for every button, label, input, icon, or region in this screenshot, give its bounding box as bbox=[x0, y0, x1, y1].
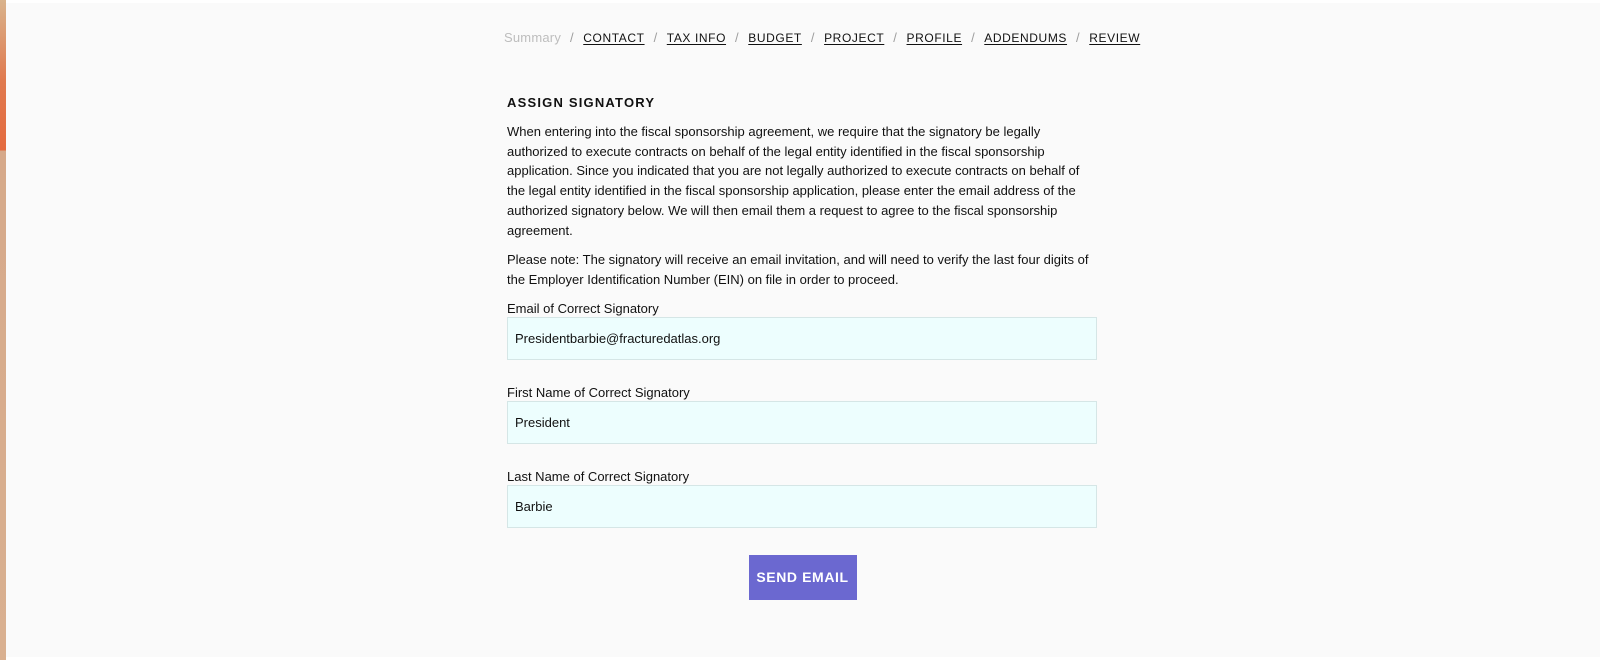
breadcrumb-link-budget[interactable]: BUDGET bbox=[748, 30, 802, 45]
breadcrumb bbox=[504, 30, 1140, 45]
assign-signatory-section bbox=[507, 95, 1097, 600]
email-field[interactable] bbox=[507, 317, 1097, 360]
breadcrumb-separator: / bbox=[653, 30, 658, 45]
breadcrumb-link-project[interactable]: PROJECT bbox=[824, 30, 885, 45]
breadcrumb-link-tax-info[interactable]: TAX INFO bbox=[666, 30, 727, 45]
breadcrumb-separator: / bbox=[893, 30, 898, 45]
submit-button-wrapper bbox=[507, 555, 1097, 600]
first-name-field-label: First Name of Correct Signatory bbox=[507, 384, 690, 400]
send-email-button[interactable]: SEND EMAIL bbox=[749, 555, 857, 600]
last-name-field-group bbox=[507, 468, 1097, 528]
note-paragraph: Please note: The signatory will receive an email invitation, and will need to verify the last four digits of the Employer Identification Number (EIN) on file in order to proceed. bbox=[507, 252, 1089, 287]
email-field-label: Email of Correct Signatory bbox=[507, 300, 659, 316]
first-name-field[interactable] bbox=[507, 401, 1097, 444]
breadcrumb-link-review[interactable]: REVIEW bbox=[1089, 30, 1141, 45]
first-name-field-group bbox=[507, 384, 1097, 444]
breadcrumb-separator: / bbox=[735, 30, 740, 45]
breadcrumb-link-profile[interactable]: PROFILE bbox=[906, 30, 963, 45]
breadcrumb-separator: / bbox=[570, 30, 575, 45]
breadcrumb-link-addendums[interactable]: ADDENDUMS bbox=[984, 30, 1068, 45]
breadcrumb-link-contact[interactable]: CONTACT bbox=[583, 30, 645, 45]
signatory-form bbox=[507, 300, 1097, 600]
breadcrumb-current-summary: Summary bbox=[504, 30, 562, 45]
section-title: ASSIGN SIGNATORY bbox=[507, 95, 656, 110]
last-name-field-label: Last Name of Correct Signatory bbox=[507, 468, 690, 484]
last-name-field[interactable] bbox=[507, 485, 1097, 528]
intro-paragraph: When entering into the fiscal sponsorship agreement, we require that the signatory be legally authorized to execute contracts on behalf of the legal entity identified in the fiscal sponsorship application. Since you indicated that you are not legally authorized to execute contracts on behalf of the legal entity identified in the fiscal sponsorship application, please enter the email address of the authorized signatory below. We will then email them a request to agree to the fiscal sponsorship agreement. bbox=[507, 124, 1080, 238]
breadcrumb-separator: / bbox=[810, 30, 816, 45]
breadcrumb-separator: / bbox=[1076, 30, 1081, 45]
email-field-group bbox=[507, 300, 1097, 360]
page bbox=[6, 3, 1600, 657]
breadcrumb-separator: / bbox=[971, 30, 976, 45]
